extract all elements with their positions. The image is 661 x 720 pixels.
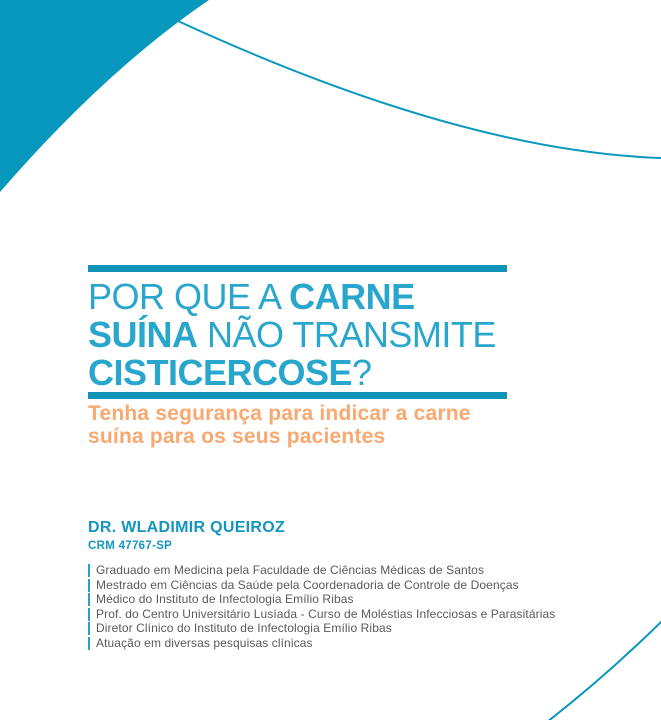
subtitle-line-1: Tenha segurança para indicar a carne — [88, 402, 471, 425]
credential-item: Mestrado em Ciências da Saúde pela Coordenadoria de Controle de Doenças — [88, 579, 568, 592]
author-name: DR. WLADIMIR QUEIROZ — [88, 519, 286, 536]
author-crm: CRM 47767-SP — [88, 540, 173, 552]
credential-item: Graduado em Medicina pela Faculdade de Ciências Médicas de Santos — [88, 564, 568, 577]
title-segment: NÃO TRANSMITE — [197, 314, 496, 355]
credentials-list — [88, 564, 568, 650]
title-segment: CISTICERCOSE — [88, 352, 353, 393]
subtitle-line-2: suína para os seus pacientes — [88, 425, 386, 448]
title-rule-top — [88, 265, 507, 272]
title-rule-bottom — [88, 392, 507, 399]
subtitle — [88, 402, 593, 448]
page-title — [88, 278, 507, 392]
title-line-3 — [88, 354, 507, 392]
credential-item: Prof. do Centro Universitário Lusíada - Curso de Moléstias Infecciosas e Parasitárias — [88, 608, 568, 621]
title-line-1 — [88, 278, 507, 316]
credential-item: Atuação em diversas pesquisas clínicas — [88, 637, 568, 650]
top-sweep-curve-line — [178, 21, 661, 158]
top-left-swoosh-shape — [0, 0, 209, 192]
title-segment: CARNE — [289, 276, 415, 317]
title-line-2 — [88, 316, 507, 354]
title-segment: ? — [352, 352, 372, 393]
credential-item: Médico do Instituto de Infectologia Emílio Ribas — [88, 593, 568, 606]
title-segment: POR QUE A — [88, 276, 290, 317]
title-segment: SUÍNA — [88, 314, 198, 355]
credential-item: Diretor Clínico do Instituto de Infectologia Emílio Ribas — [88, 622, 568, 635]
cover-content — [88, 265, 593, 651]
